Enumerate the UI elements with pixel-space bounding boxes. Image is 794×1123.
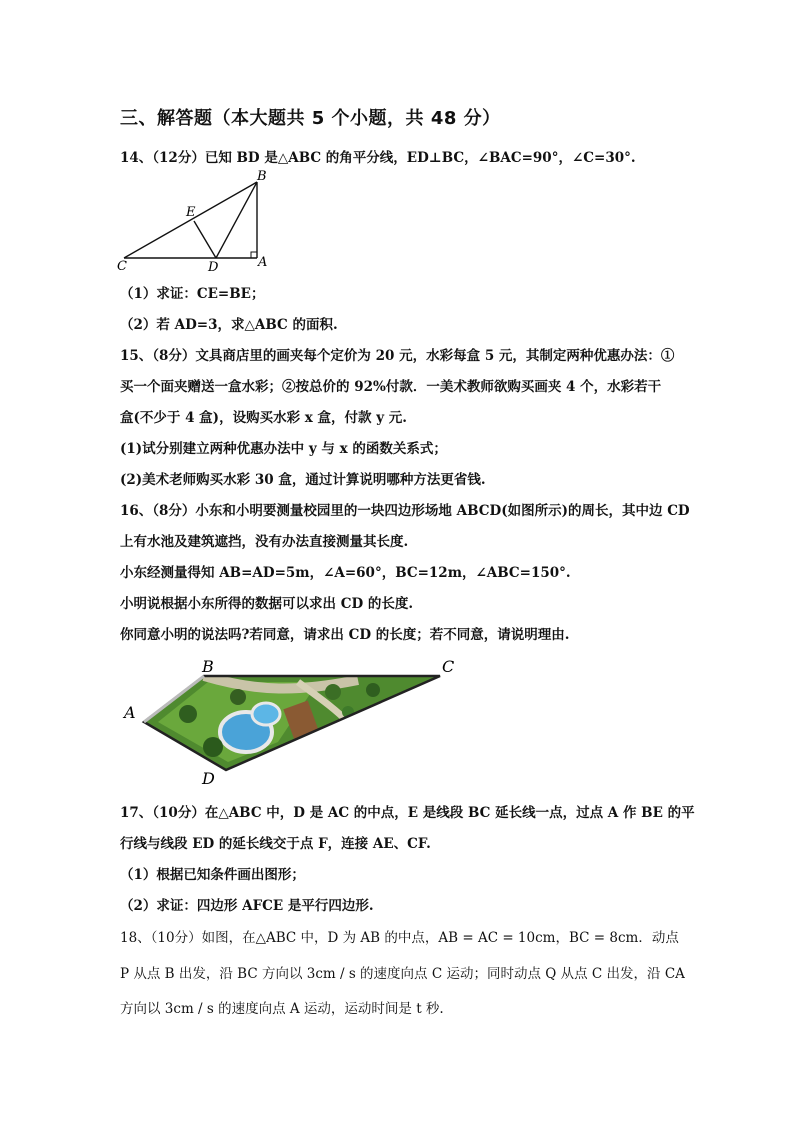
q16-line1: 16、（8分）小东和小明要测量校园里的一块四边形场地 ABCD(如图所示)的周长，其中边 CD [120, 503, 690, 519]
q16-line5: 你同意小明的说法吗?若同意，请求出 CD 的长度；若不同意，请说明理由. [120, 627, 570, 643]
q16-line2: 上有水池及建筑遮挡，没有办法直接测量其长度. [120, 534, 409, 550]
q16-label-b: B [202, 657, 214, 676]
q14-right-angle-mark [251, 252, 257, 258]
q14-label-c: C [117, 259, 127, 274]
q14-stem: 14、（12分）已知 BD 是△ABC 的角平分线，ED⊥BC，∠BAC=90°，∠C=30°. [120, 150, 636, 166]
q15-line1: 15、（8分）文具商店里的画夹每个定价为 20 元，水彩每盒 5 元，其制定两种优惠办法：① [120, 348, 675, 364]
q16-label-a: A [124, 703, 136, 722]
q16-line3: 小东经测量得知 AB=AD=5m，∠A=60°，BC=12m，∠ABC=150°. [120, 565, 571, 581]
q17-part2: （2）求证：四边形 AFCE 是平行四边形. [120, 898, 374, 914]
q16-tree-5 [230, 689, 246, 705]
q16-tree-3 [325, 684, 341, 700]
q16-figure [118, 652, 468, 790]
q17-part1: （1）根据已知条件画出图形； [120, 867, 305, 883]
q14-label-d: D [208, 260, 219, 275]
q14-segment-ed [194, 221, 216, 258]
q18-line1: 18、（10分）如图，在△ABC 中，D 为 AB 的中点，AB = AC = 10cm，BC = 8cm．动点 [120, 930, 679, 946]
q17-line2: 行线与线段 ED 的延长线交于点 F，连接 AE、CF. [120, 836, 431, 852]
q16-label-d: D [202, 769, 215, 788]
q16-label-c: C [442, 657, 455, 676]
q16-tree-1 [179, 705, 197, 723]
q15-line3: 盒(不少于 4 盒)，设购买水彩 x 盒，付款 y 元. [120, 410, 407, 426]
q18-line3: 方向以 3cm / s 的速度向点 A 运动，运动时间是 t 秒. [120, 1001, 444, 1017]
q14-label-a: A [258, 255, 268, 270]
q14-figure [112, 166, 272, 278]
q16-tree-2 [203, 737, 223, 757]
q17-line1: 17、（10分）在△ABC 中，D 是 AC 的中点，E 是线段 BC 延长线一点，过点 A 作 BE 的平 [120, 805, 695, 821]
q14-label-e: E [186, 205, 196, 220]
q15-part1: (1)试分别建立两种优惠办法中 y 与 x 的函数关系式； [120, 441, 447, 457]
q16-pond-2 [252, 703, 280, 725]
q14-part1: （1）求证：CE=BE； [120, 286, 265, 302]
q15-part2: (2)美术老师购买水彩 30 盒，通过计算说明哪种方法更省钱. [120, 472, 486, 488]
q16-line4: 小明说根据小东所得的数据可以求出 CD 的长度. [120, 596, 414, 612]
q16-tree-4 [366, 683, 380, 697]
q18-line2: P 从点 B 出发，沿 BC 方向以 3cm / s 的速度向点 C 运动；同时动点 Q 从点 C 出发，沿 CA [120, 966, 685, 982]
q15-line2: 买一个面夹赠送一盒水彩；②按总价的 92%付款．一美术教师欲购买画夹 4 个，水彩若干 [120, 379, 662, 395]
q14-part2: （2）若 AD=3，求△ABC 的面积. [120, 317, 338, 333]
section-title: 三、解答题（本大题共 5 个小题，共 48 分） [120, 108, 501, 129]
q14-label-b: B [257, 169, 267, 184]
